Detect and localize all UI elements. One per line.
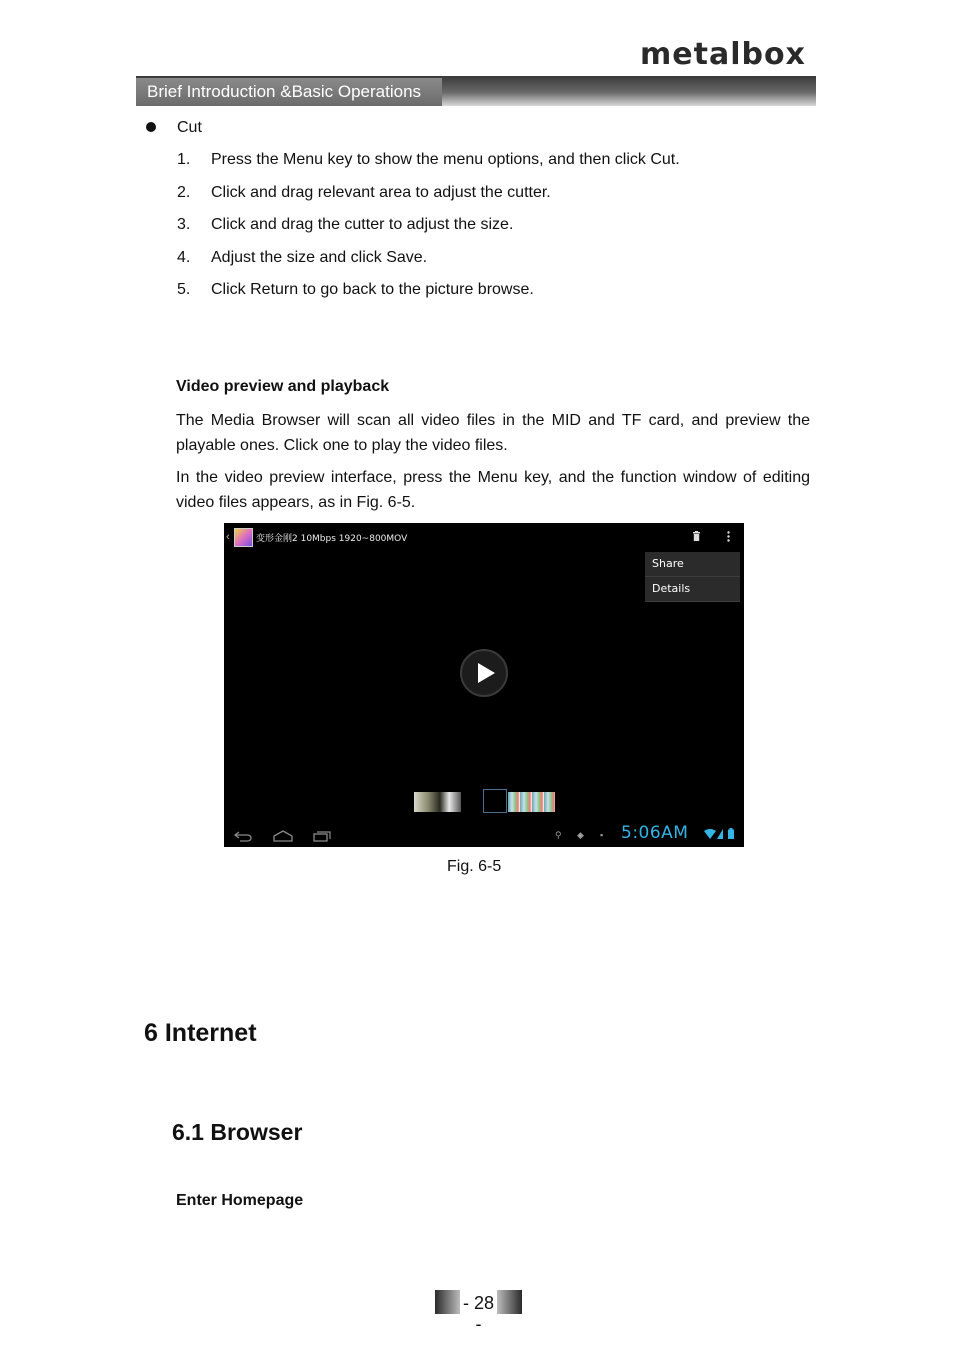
screenshot-icon: ▪ bbox=[600, 830, 604, 840]
nav-back-icon[interactable] bbox=[234, 830, 252, 842]
cut-steps bbox=[177, 150, 680, 313]
menu-item-details[interactable]: Details bbox=[645, 577, 740, 602]
notification-icon: ◆ bbox=[577, 830, 584, 840]
trash-icon[interactable] bbox=[693, 531, 700, 541]
status-clock: 5:06AM bbox=[621, 823, 689, 843]
filmstrip-thumbnail[interactable] bbox=[508, 792, 555, 812]
battery-icon bbox=[728, 828, 734, 839]
page-number: - 28 - bbox=[462, 1293, 495, 1334]
svg-text:metalbox: metalbox bbox=[640, 38, 806, 70]
screenshot-action-bar bbox=[224, 523, 744, 551]
nav-home-icon[interactable] bbox=[273, 830, 293, 842]
bullet-icon bbox=[146, 122, 156, 132]
header-bar bbox=[136, 76, 816, 106]
page-number-ornament-left bbox=[435, 1290, 460, 1314]
subsection-heading: Enter Homepage bbox=[176, 1192, 304, 1209]
figure-caption: Fig. 6-5 bbox=[447, 858, 502, 875]
list-item: 5. Click Return to go back to the picture browse. bbox=[177, 281, 534, 299]
play-icon[interactable] bbox=[460, 649, 508, 697]
list-item: 3. Click and drag the cutter to adjust the size. bbox=[177, 216, 514, 234]
overflow-menu-icon[interactable] bbox=[727, 531, 730, 542]
overflow-menu bbox=[645, 552, 740, 602]
video-heading: Video preview and playback bbox=[176, 378, 390, 395]
list-item: 1. Press the Menu key to show the menu options, and then click Cut. bbox=[177, 151, 680, 168]
metalbox-logo bbox=[640, 38, 806, 70]
section-tab: Brief Introduction &Basic Operations bbox=[136, 78, 442, 106]
cut-title: Cut bbox=[177, 119, 202, 136]
page-number-ornament-right bbox=[497, 1290, 522, 1314]
video-paragraph-2: In the video preview interface, press the Menu key, and the function window of editing video files appears, as in Fig. 6-5. bbox=[176, 469, 810, 511]
signal-icon bbox=[717, 829, 723, 839]
filmstrip-thumbnail[interactable] bbox=[414, 792, 461, 812]
usb-icon: ⚲ bbox=[555, 830, 562, 840]
video-paragraph-1: The Media Browser will scan all video files in the MID and TF card, and preview the playable ones. Click one to play the video files. bbox=[176, 412, 810, 454]
video-title: 变形金刚2 10Mbps 1920~800MOV bbox=[256, 534, 408, 544]
filmstrip-selection[interactable] bbox=[483, 789, 507, 813]
section-heading: 6.1 Browser bbox=[172, 1119, 303, 1145]
list-item: 4. Adjust the size and click Save. bbox=[177, 248, 428, 266]
nav-recent-icon[interactable] bbox=[313, 830, 331, 842]
wifi-icon bbox=[704, 829, 716, 839]
list-item: 2. Click and drag relevant area to adjust the cutter. bbox=[177, 183, 551, 201]
menu-item-share[interactable]: Share bbox=[645, 552, 740, 577]
video-preview-screenshot bbox=[224, 523, 744, 847]
chapter-heading: 6 Internet bbox=[144, 1019, 257, 1047]
back-chevron-icon[interactable]: ‹ bbox=[226, 531, 230, 543]
video-thumbnail-icon bbox=[234, 528, 253, 547]
